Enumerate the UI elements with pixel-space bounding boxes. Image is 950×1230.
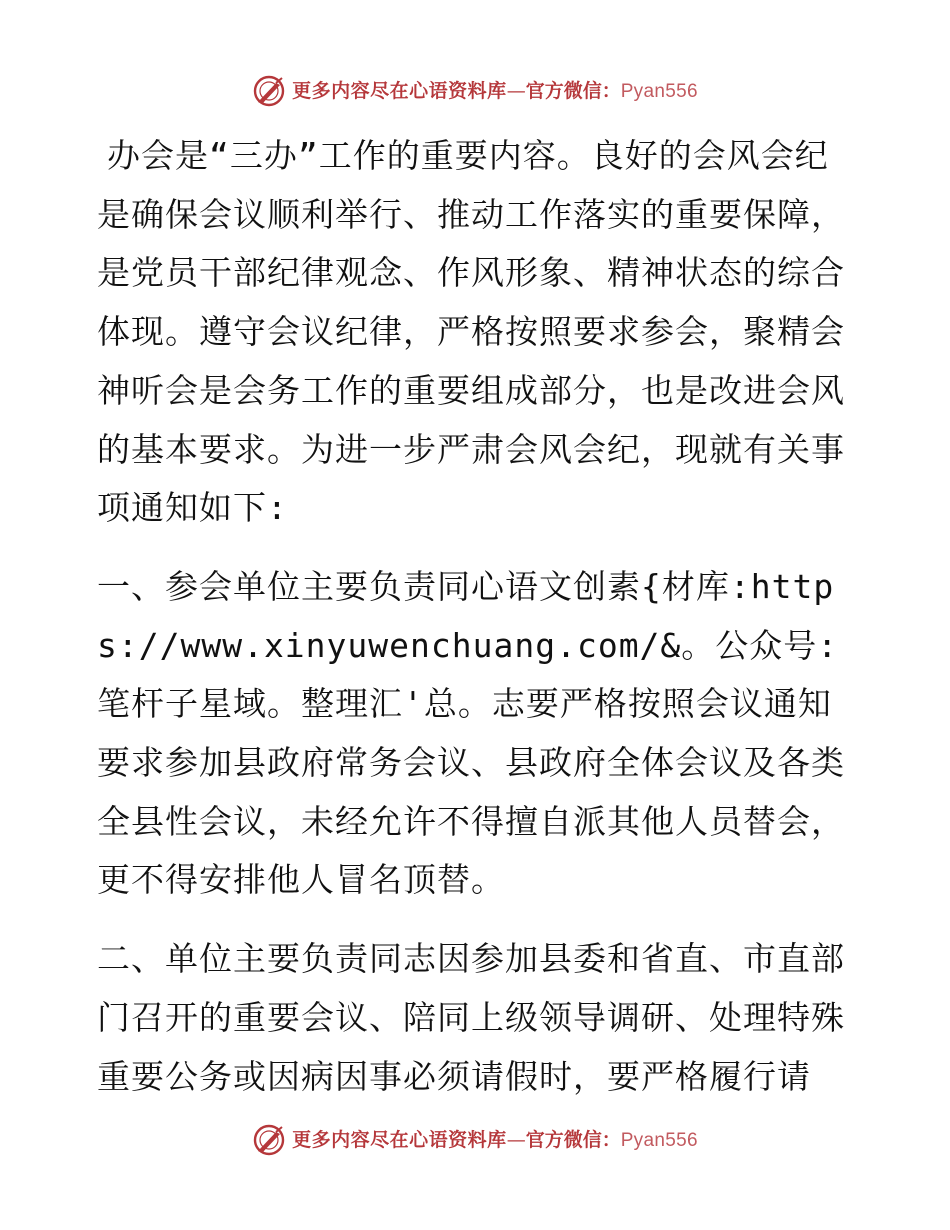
footer-banner-main: 更多内容尽在心语资料库	[292, 1128, 507, 1151]
item-one-paragraph: 一、参会单位主要负责同心语文创素{材库:https://www.xinyuwenchuang.com/&。公众号: 笔杆子星域。整理汇'总。志要严格按照会议通知要求参加县政府常务会议、县政府全体会议及各类全县性会议，未经允许不得擅自派其他人员替会，更不得安排他人冒名顶替。	[97, 566, 845, 900]
header-banner-text	[292, 79, 698, 102]
header-banner-wechat-id: Pyan556	[620, 80, 698, 102]
footer-banner-text	[292, 1128, 698, 1151]
footer-banner-wechat-label: 官方微信：	[525, 1128, 621, 1151]
intro-paragraph: 办会是“三办”工作的重要内容。良好的会风会纪是确保会议顺利举行、推动工作落实的重要保障，是党员干部纪律观念、作风形象、精神状态的综合体现。遵守会议纪律，严格按照要求参会，聚精会神听会是会务工作的重要组成部分，也是改进会风的基本要求。为进一步严肃会风会纪，现就有关事项通知如下:	[97, 136, 845, 528]
header-banner-wechat-label: 官方微信：	[525, 79, 621, 102]
footer-banner-separator: —	[506, 1128, 526, 1151]
pen-logo-icon	[252, 74, 286, 108]
header-banner-separator: —	[506, 79, 526, 102]
document-body	[97, 127, 857, 1126]
header-banner	[0, 71, 950, 111]
header-banner-main: 更多内容尽在心语资料库	[292, 79, 507, 102]
footer-banner	[0, 1120, 950, 1160]
item-two-paragraph: 二、单位主要负责同志因参加县委和省直、市直部门召开的重要会议、陪同上级领导调研、处理特殊重要公务或因病因事必须请假时，要严格履行请	[97, 939, 845, 1096]
pen-logo-icon	[252, 1123, 286, 1157]
footer-banner-wechat-id: Pyan556	[620, 1129, 698, 1151]
